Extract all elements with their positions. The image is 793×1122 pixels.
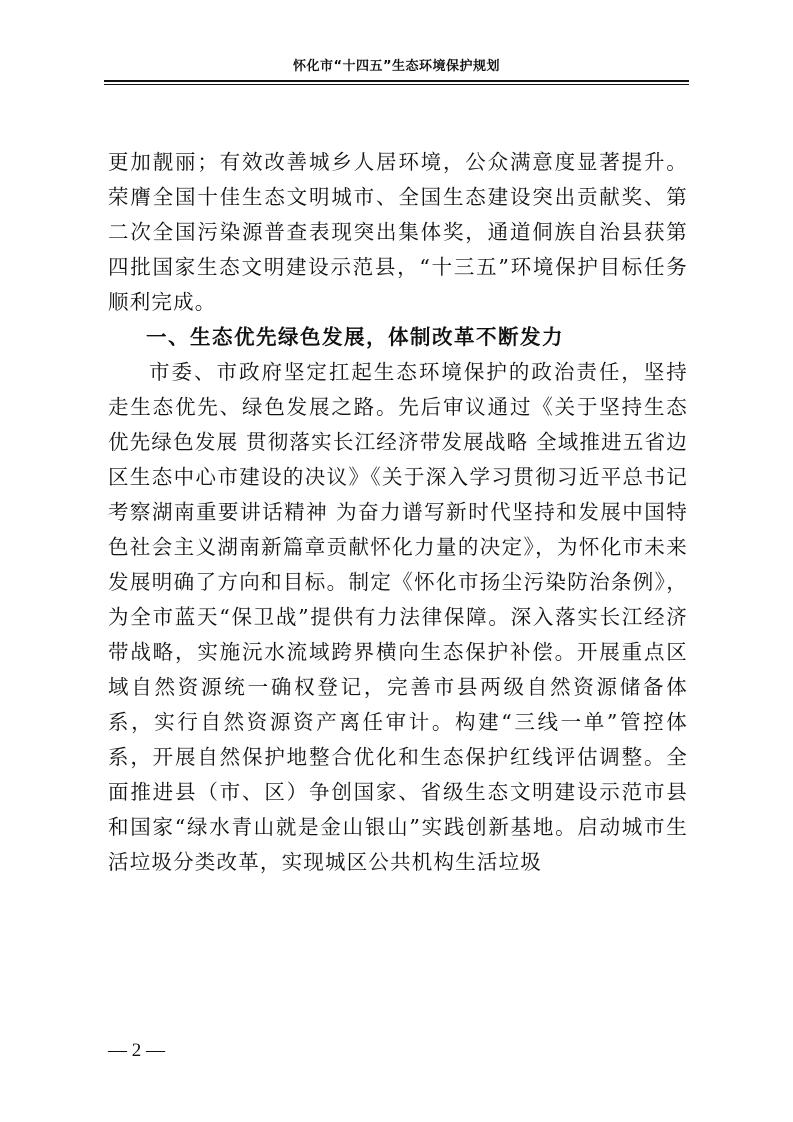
body-text (108, 145, 688, 880)
header-rule-thin (104, 84, 689, 85)
paragraph-continued: 更加靓丽；有效改善城乡人居环境，公众满意度显著提升。荣膺全国十佳生态文明城市、全国生态建设突出贡献奖、第二次全国污染源普查表现突出集体奖，通道侗族自治县获第四批国家生态文明建设示范县，“十三五”环境保护目标任务顺利完成。 (108, 150, 688, 314)
running-header-title: 怀化市“十四五”生态环境保护规划 (292, 59, 501, 74)
paragraph-main: 市委、市政府坚定扛起生态环境保护的政治责任，坚持走生态优先、绿色发展之路。先后审议通过《关于坚持生态优先绿色发展 贯彻落实长江经济带发展战略 全域推进五省边区生态中心市建设的决议》《关于深入学习贯彻习近平总书记考察湖南重要讲话精神 为奋力谱写新时代坚持和发展中国特色社会主义湖南新篇章贡献怀化力量的决定》，为怀化市未来发展明确了方向和目标。制定《怀化市扬尘污染防治条例》，为全市蓝天“保卫战”提供有力法律保障。深入落实长江经济带战略，实施沅水流域跨界横向生态保护补偿。开展重点区域自然资源统一确权登记，完善市县两级自然资源储备体系，实行自然资源资产离任审计。构建“三线一单”管控体系，开展自然保护地整合优化和生态保护红线评估调整。全面推进县（市、区）争创国家、省级生态文明建设示范市县和国家“绿水青山就是金山银山”实践创新基地。启动城市生活垃圾分类改革，实现城区公共机构生活垃圾 (108, 360, 688, 874)
header-rule-thick (104, 80, 689, 82)
page-number: — 2 — (108, 1040, 165, 1061)
section-heading: 一、生态优先绿色发展，体制改革不断发力 (146, 325, 564, 349)
